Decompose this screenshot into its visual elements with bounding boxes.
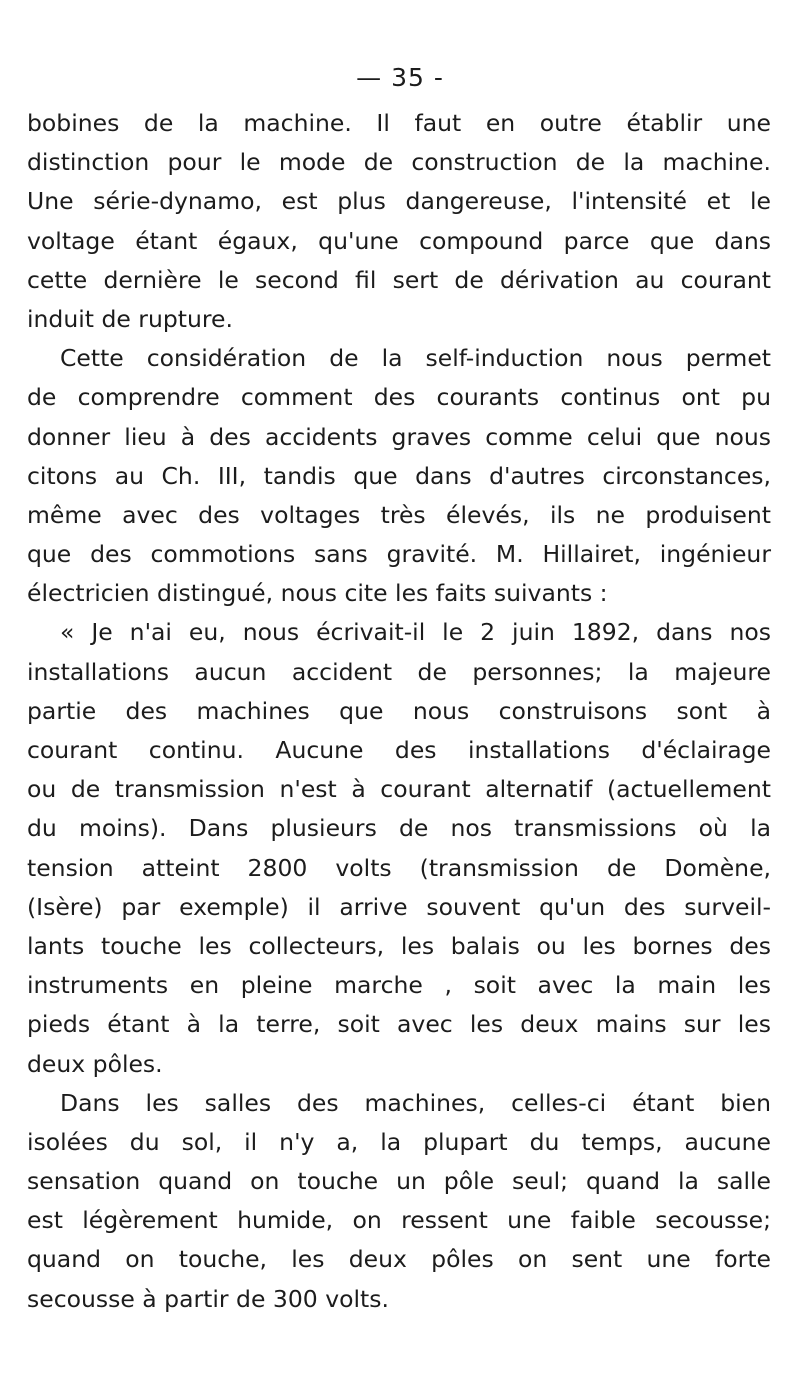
text-line: même avec des voltages très élevés, ils ne produisent xyxy=(27,500,771,529)
text-line: secousse à partir de 300 volts. xyxy=(27,1284,389,1313)
text-line: « Je n'ai eu, nous écrivait-il le 2 juin 1892, dans nos xyxy=(60,618,771,647)
text-line: du moins). Dans plusieurs de nos transmissions où la xyxy=(27,814,771,843)
text-line: pieds étant à la terre, soit avec les deux mains sur les xyxy=(27,1010,771,1039)
text-line: que des commotions sans gravité. M. Hillairet, ingénieur xyxy=(27,540,771,569)
text-line: Cette considération de la self-induction nous permet xyxy=(60,344,771,373)
text-line: voltage étant égaux, qu'une compound parce que dans xyxy=(27,226,771,255)
text-line: Dans les salles des machines, celles-ci étant bien xyxy=(60,1088,771,1117)
text-line: citons au Ch. III, tandis que dans d'autres circonstances, xyxy=(27,461,771,490)
text-line: deux pôles. xyxy=(27,1049,163,1078)
text-line: électricien distingué, nous cite les faits suivants : xyxy=(27,579,608,608)
text-line: donner lieu à des accidents graves comme celui que nous xyxy=(27,422,771,451)
text-line: tension atteint 2800 volts (transmission de Domène, xyxy=(27,853,771,882)
text-line: sensation quand on touche un pôle seul; quand la salle xyxy=(27,1167,771,1196)
text-line: ou de transmission n'est à courant alternatif (actuellement xyxy=(27,775,771,804)
text-line: cette dernière le second fil sert de dérivation au courant xyxy=(27,265,771,294)
text-line: installations aucun accident de personnes; la majeure xyxy=(27,657,771,686)
text-line: lants touche les collecteurs, les balais ou les bornes des xyxy=(27,931,771,960)
text-line: de comprendre comment des courants continus ont pu xyxy=(27,383,771,412)
text-line: partie des machines que nous construisons sont à xyxy=(27,696,771,725)
text-line: est légèrement humide, on ressent une faible secousse; xyxy=(27,1206,771,1235)
text-line: courant continu. Aucune des installations d'éclairage xyxy=(27,736,771,764)
text-line: induit de rupture. xyxy=(27,304,233,333)
page-number: — 35 - xyxy=(356,63,444,92)
text-line: instruments en pleine marche , soit avec la main les xyxy=(27,971,771,1000)
text-line: bobines de la machine. Il faut en outre établir une xyxy=(27,109,771,137)
text-line: distinction pour le mode de construction de la machine. xyxy=(27,148,771,177)
text-line: quand on touche, les deux pôles on sent une forte xyxy=(27,1245,771,1274)
text-line: Une série-dynamo, est plus dangereuse, l'intensité et le xyxy=(27,187,771,216)
text-line: isolées du sol, il n'y a, la plupart du temps, aucune xyxy=(27,1127,771,1156)
body-text xyxy=(27,104,771,1319)
text-line: (Isère) par exemple) il arrive souvent qu'un des surveil- xyxy=(27,892,771,921)
